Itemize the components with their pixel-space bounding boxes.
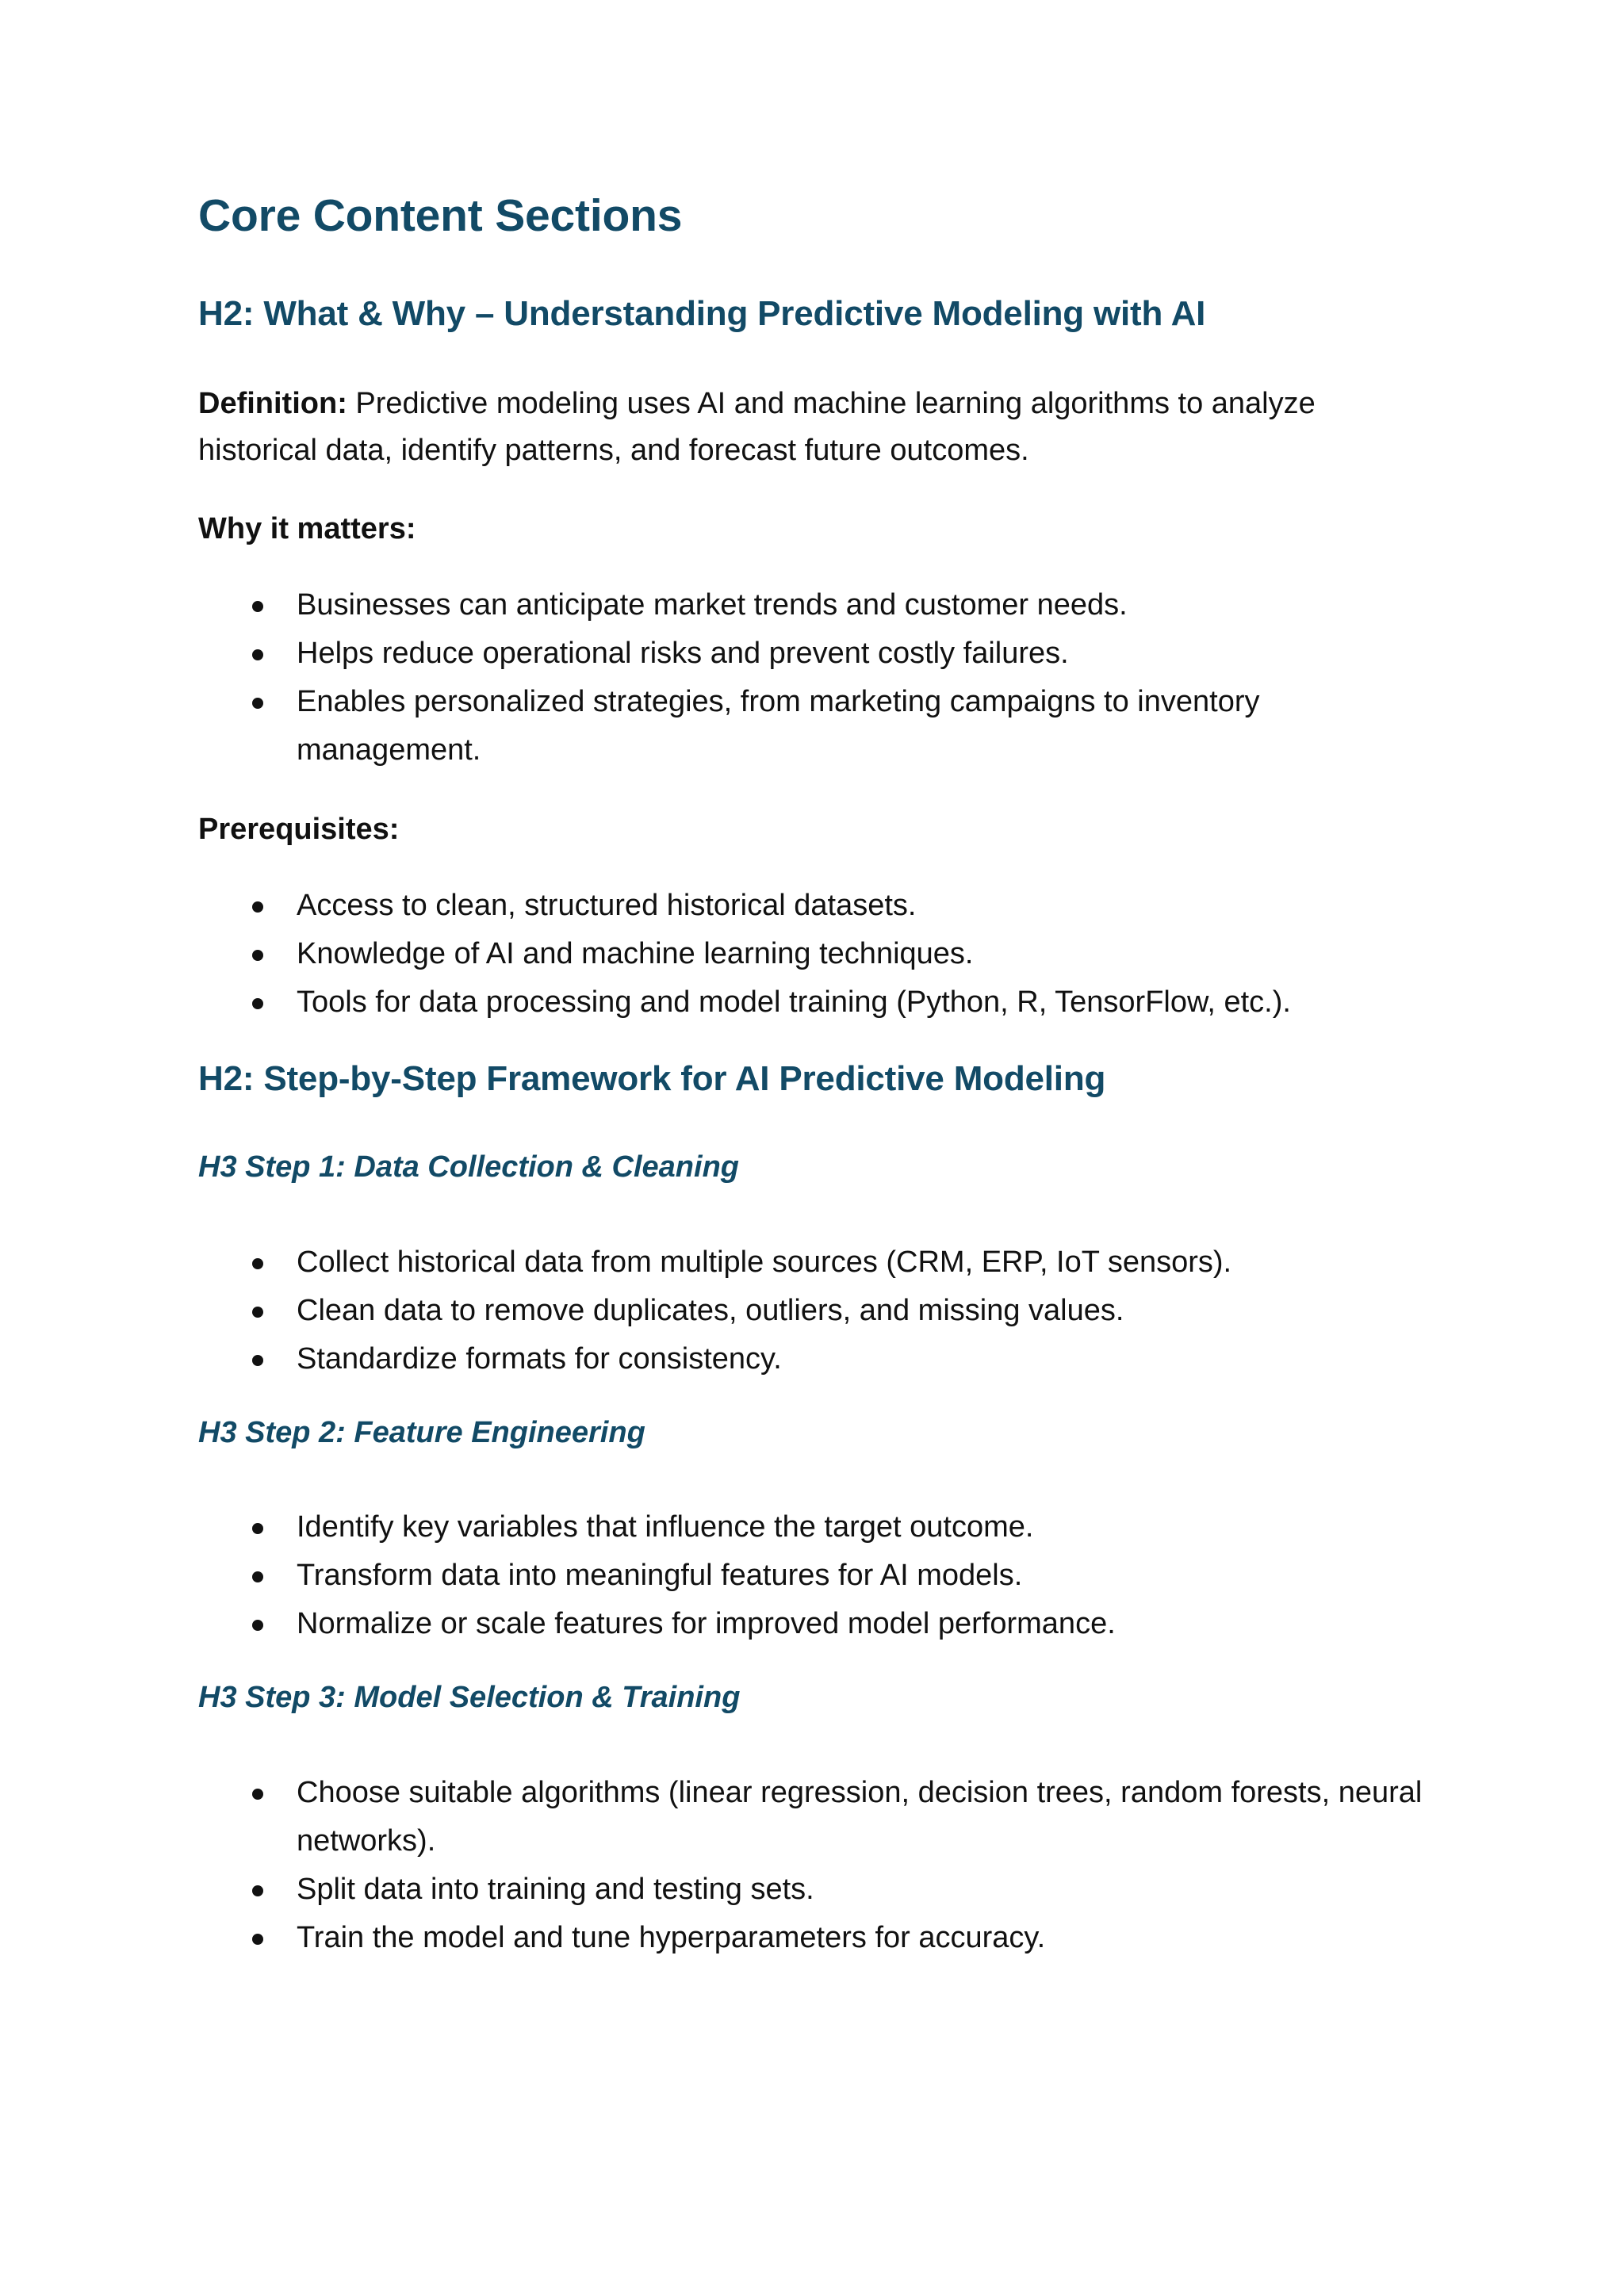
bullet-icon: [252, 698, 263, 709]
list-item-text: Identify key variables that influence the target outcome.: [297, 1510, 1034, 1544]
definition-paragraph: [198, 381, 1435, 474]
bullet-icon: [252, 901, 263, 913]
bullet-icon: [252, 1789, 263, 1800]
list-item: [198, 1335, 1435, 1383]
bullet-icon: [252, 1620, 263, 1631]
list-item-text: Knowledge of AI and machine learning techniques.: [297, 937, 974, 971]
list-item-text: Enables personalized strategies, from marketing campaigns to inventory management.: [297, 685, 1260, 767]
list-item: [198, 1600, 1435, 1648]
list-item: [198, 978, 1435, 1027]
list-item: [198, 1914, 1435, 1962]
prerequisites-list: [198, 882, 1435, 1027]
step-heading-2: H3 Step 2: Feature Engineering: [198, 1415, 645, 1449]
list-item-text: Clean data to remove duplicates, outliers, and missing values.: [297, 1293, 1124, 1327]
list-item: [198, 678, 1435, 775]
list-item: [198, 1866, 1435, 1914]
section-heading-framework: H2: Step-by-Step Framework for AI Predictive Modeling: [198, 1059, 1106, 1099]
why-it-matters-list: [198, 581, 1435, 775]
bullet-icon: [252, 1258, 263, 1269]
list-item: [198, 930, 1435, 978]
step-1-list: [198, 1238, 1435, 1383]
list-item-text: Standardize formats for consistency.: [297, 1341, 782, 1376]
document-content: [198, 190, 1435, 1994]
list-item-text: Businesses can anticipate market trends and customer needs.: [297, 588, 1128, 622]
bullet-icon: [252, 1307, 263, 1318]
list-item-text: Tools for data processing and model training (Python, R, TensorFlow, etc.).: [297, 985, 1291, 1020]
bullet-icon: [252, 1523, 263, 1534]
step-3-list: [198, 1769, 1435, 1962]
list-item: [198, 629, 1435, 678]
bullet-icon: [252, 1885, 263, 1896]
list-item-text: Train the model and tune hyperparameters for accuracy.: [297, 1920, 1046, 1954]
why-it-matters-label: Why it matters:: [198, 512, 416, 546]
list-item: [198, 1769, 1435, 1866]
definition-text: Predictive modeling uses AI and machine learning algorithms to analyze historical data, identify patterns, and forecast future outcomes.: [198, 387, 1316, 468]
page-title: Core Content Sections: [198, 190, 683, 241]
bullet-icon: [252, 1355, 263, 1366]
bullet-icon: [252, 1934, 263, 1945]
step-heading-1: H3 Step 1: Data Collection & Cleaning: [198, 1150, 739, 1184]
list-item: [198, 581, 1435, 629]
list-item-text: Collect historical data from multiple sources (CRM, ERP, IoT sensors).: [297, 1245, 1232, 1279]
bullet-icon: [252, 998, 263, 1009]
list-item-text: Choose suitable algorithms (linear regression, decision trees, random forests, neural networks).: [297, 1775, 1423, 1858]
step-heading-3: H3 Step 3: Model Selection & Training: [198, 1681, 741, 1715]
prerequisites-label: Prerequisites:: [198, 813, 400, 847]
definition-label: Definition:: [198, 387, 347, 421]
list-item-text: Split data into training and testing sets.: [297, 1872, 814, 1906]
bullet-icon: [252, 1571, 263, 1582]
bullet-icon: [252, 649, 263, 660]
list-item-text: Transform data into meaningful features for AI models.: [297, 1559, 1023, 1593]
section-heading-what-why: H2: What & Why – Understanding Predictive Modeling with AI: [198, 293, 1206, 333]
list-item: [198, 1287, 1435, 1335]
list-item: [198, 1503, 1435, 1552]
step-2-list: [198, 1503, 1435, 1648]
list-item: [198, 1238, 1435, 1287]
list-item: [198, 882, 1435, 930]
list-item-text: Helps reduce operational risks and prevent costly failures.: [297, 637, 1069, 671]
bullet-icon: [252, 601, 263, 612]
list-item-text: Normalize or scale features for improved model performance.: [297, 1607, 1116, 1641]
bullet-icon: [252, 950, 263, 961]
list-item: [198, 1552, 1435, 1600]
list-item-text: Access to clean, structured historical datasets.: [297, 889, 917, 923]
